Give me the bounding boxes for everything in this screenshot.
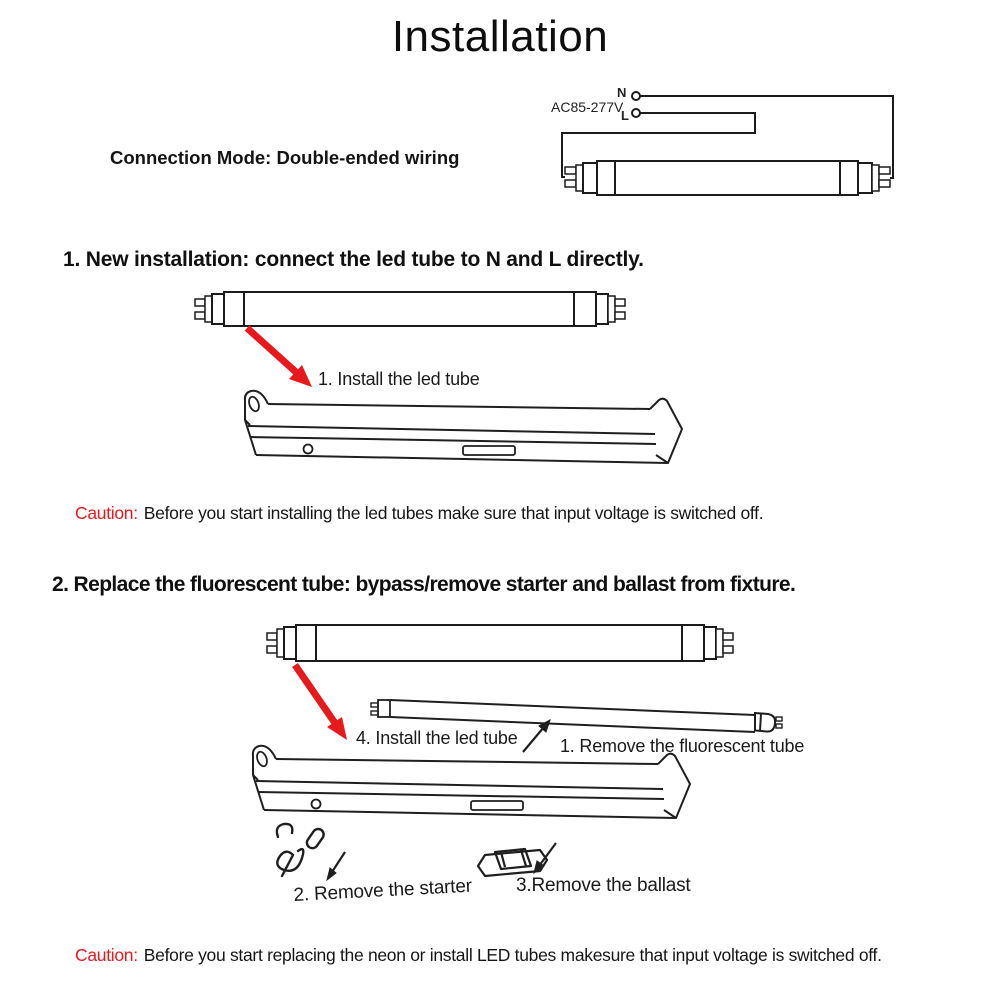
- caution-text: Before you start installing the led tubes make sure that input voltage is switched off.: [143, 503, 764, 523]
- arrow-to-starter-icon: [327, 852, 345, 880]
- red-arrow-icon: [295, 665, 347, 740]
- caution-word: Caution:: [75, 945, 138, 965]
- voltage-label: AC85-277V: [551, 99, 624, 115]
- caution-text: Before you start replacing the neon or install LED tubes makesure that input voltage is switched off.: [143, 945, 882, 965]
- neutral-terminal-label: N: [617, 85, 627, 100]
- caution-word: Caution:: [75, 503, 138, 523]
- remove-fluorescent-label: 1. Remove the fluorescent tube: [560, 736, 805, 756]
- step1-caution: [75, 503, 763, 524]
- neutral-terminal-icon: [632, 92, 640, 100]
- step2-install-label: 4. Install the led tube: [356, 728, 518, 748]
- remove-ballast-label: 3.Remove the ballast: [516, 875, 691, 896]
- fixture-icon: [245, 391, 682, 463]
- live-terminal-label: L: [621, 108, 629, 123]
- step2-diagram: [185, 608, 835, 908]
- live-terminal-icon: [632, 109, 640, 117]
- step2-caution: [75, 944, 895, 967]
- led-tube-icon: [267, 625, 733, 661]
- red-arrow-icon: [247, 328, 312, 387]
- led-tube-icon: [195, 292, 625, 326]
- led-tube-icon: [565, 161, 890, 195]
- wiring-diagram: [540, 78, 960, 208]
- remove-starter-label: 2. Remove the starter: [293, 875, 473, 906]
- starter-icon: [277, 824, 326, 876]
- page-title: Installation: [391, 12, 609, 61]
- step2-heading: 2. Replace the fluorescent tube: bypass/remove starter and ballast from fixture.: [52, 573, 796, 596]
- step1-install-label: 1. Install the led tube: [318, 369, 480, 389]
- arrow-to-fluorescent-icon: [523, 720, 550, 752]
- arrow-to-ballast-icon: [534, 843, 556, 873]
- step1-heading: 1. New installation: connect the led tube to N and L directly.: [63, 248, 644, 271]
- connection-mode-label: Connection Mode: Double-ended wiring: [110, 147, 460, 168]
